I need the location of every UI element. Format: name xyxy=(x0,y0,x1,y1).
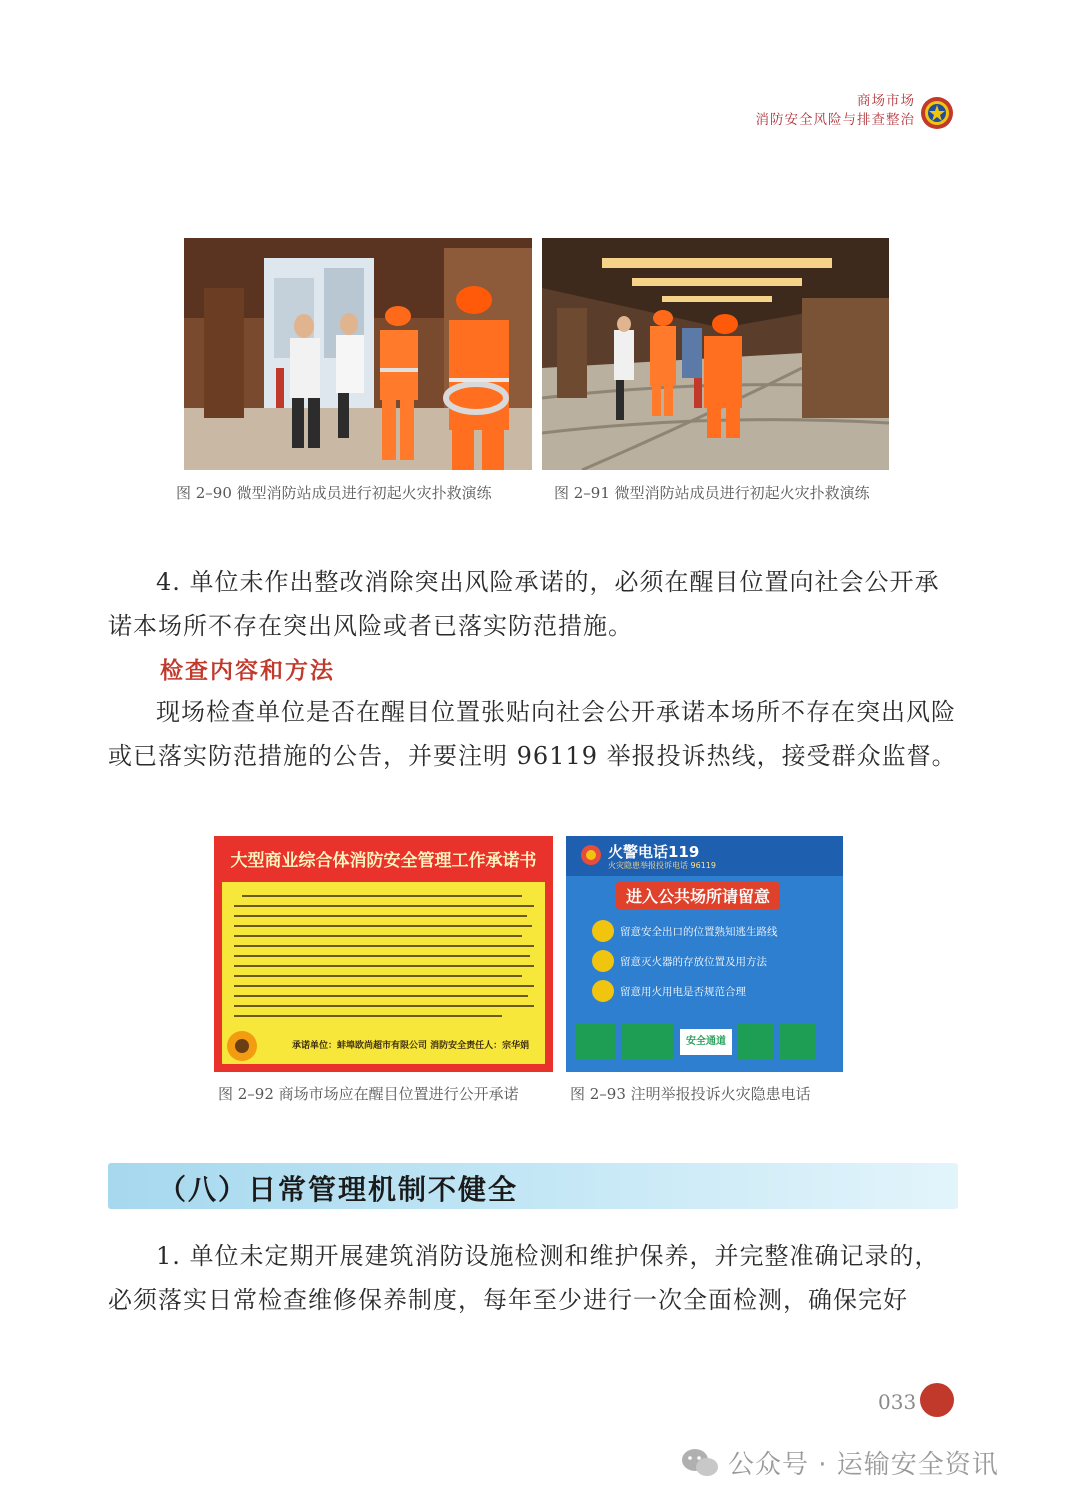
exit-door-icon xyxy=(622,1024,674,1060)
photo-fire-drill-2 xyxy=(542,238,889,470)
poster-public-commitment xyxy=(214,836,553,1072)
section-title: （八）日常管理机制不健全 xyxy=(158,1173,519,1206)
poster-item-text: 留意灭火器的存放位置及用方法 xyxy=(620,955,767,968)
poster-hotline-sub: 火灾隐患举报投诉电话 96119 xyxy=(608,861,716,870)
arrow-up-right-icon xyxy=(738,1024,774,1060)
poster-hotline-title: 火警电话119 xyxy=(608,843,700,861)
poster-item-1 xyxy=(592,916,832,946)
paragraph-inspection-content xyxy=(108,690,960,778)
wechat-watermark xyxy=(680,1444,999,1481)
paragraph-rectification-commitment xyxy=(108,560,960,648)
poster-commitment-title: 大型商业综合体消防安全管理工作承诺书 xyxy=(230,850,537,871)
paragraph-text: 4. 单位未作出整改消除突出风险承诺的，必须在醒目位置向社会公开承诺本场所不存在突出风险或者已落实防范措施。 xyxy=(108,568,940,640)
page-number-dot xyxy=(920,1383,954,1417)
wechat-icon xyxy=(680,1447,720,1479)
photo-fire-drill-1 xyxy=(184,238,532,470)
figure-caption-2-91: 图 2–91 微型消防站成员进行初起火灾扑救演练 xyxy=(554,484,870,502)
paragraph-text: 现场检查单位是否在醒目位置张贴向社会公开承诺本场所不存在突出风险或已落实防范措施的公告，并要注明 96119 举报投诉热线，接受群众监督。 xyxy=(108,698,957,770)
poster-fire-hotline xyxy=(566,836,843,1072)
fire-badge-icon xyxy=(580,844,602,866)
extinguisher-icon xyxy=(592,950,614,972)
header-line-2: 消防安全风险与排查整治 xyxy=(755,112,915,128)
figure-caption-2-92: 图 2–92 商场市场应在醒目位置进行公开承诺 xyxy=(218,1085,519,1103)
poster-item-2 xyxy=(592,946,832,976)
paragraph-text: 1. 单位未定期开展建筑消防设施检测和维护保养，并完整准确记录的，必须落实日常检查维修保养制度，每年至少进行一次全面检测，确保完好 xyxy=(108,1242,940,1314)
poster-item-text: 留意安全出口的位置熟知逃生路线 xyxy=(620,925,778,938)
direction-arrows-icon xyxy=(576,1024,616,1060)
watermark-text: 公众号 · 运输安全资讯 xyxy=(728,1450,999,1480)
section-heading-bar xyxy=(108,1163,958,1209)
poster-exit-label: 安全通道 xyxy=(680,1029,732,1055)
poster-item-3 xyxy=(592,976,832,1006)
running-header xyxy=(756,92,916,130)
poster-item-text: 留意用火用电是否规范合理 xyxy=(620,985,746,998)
arrow-down-right-icon xyxy=(780,1024,816,1060)
figure-caption-2-90: 图 2–90 微型消防站成员进行初起火灾扑救演练 xyxy=(176,484,492,502)
page-number: 033 xyxy=(878,1390,917,1414)
header-line-1: 商场市场 xyxy=(857,93,915,109)
paragraph-daily-management xyxy=(108,1234,960,1322)
electric-plug-icon xyxy=(592,980,614,1002)
sunflower-icon xyxy=(224,1028,260,1064)
figure-caption-2-93: 图 2–93 注明举报投诉火灾隐患电话 xyxy=(570,1085,811,1103)
poster-hotline-banner: 进入公共场所请留意 xyxy=(616,882,780,909)
poster-commitment-signer: 承诺单位：蚌埠欧尚超市有限公司 消防安全责任人：宗华娟 xyxy=(292,1041,530,1051)
subheading-inspection-method: 检查内容和方法 xyxy=(160,658,335,684)
fire-emblem-icon xyxy=(920,96,954,130)
exit-sign-icon xyxy=(592,920,614,942)
